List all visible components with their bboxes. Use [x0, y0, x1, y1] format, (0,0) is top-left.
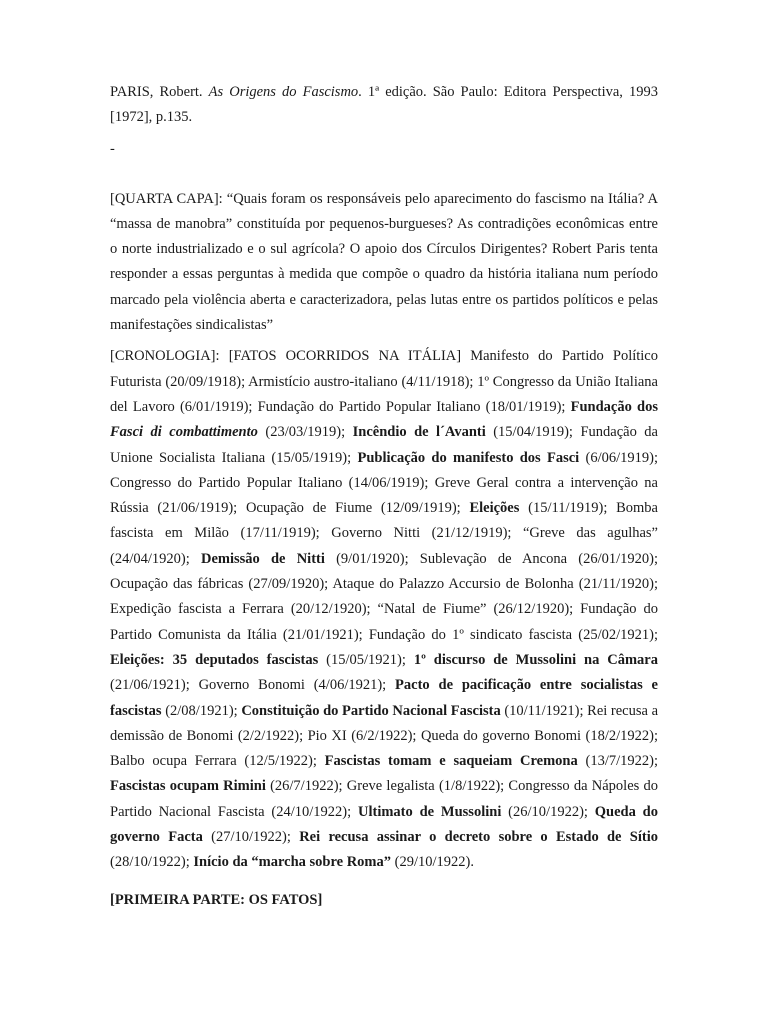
cronologia-highlight: Fascistas ocupam Rimini	[110, 778, 266, 795]
cronologia-highlight: Queda do governo Facta	[110, 803, 658, 846]
cronologia-highlight: Incêndio de l´Avanti	[352, 424, 486, 441]
cronologia-highlight: Publicação do manifesto dos Fasci	[357, 449, 580, 466]
cronologia-text: (15/04/1919); Fundação da Unione Socialista Italiana (15/05/1919);	[110, 424, 658, 466]
cronologia-highlight: Início da “marcha sobre Roma”	[193, 854, 392, 871]
cronologia-text: (23/03/1919);	[257, 424, 353, 441]
citation-title: As Origens do Fascismo	[208, 84, 359, 100]
citation-author: PARIS, Robert.	[110, 84, 209, 100]
cronologia-text: (9/01/1920); Sublevação de Ancona (26/01/1920); Ocupação das fábricas (27/09/1920); Ataque do Palazzo Accursio de Bolonha (21/11/1920); Expedição fascista a Ferrara (20/12/1920); “Natal de Fiume” (26/12/1920); Fundação do Partido Comunista da Itália (21/01/1921); Fundação do 1º sindicato fascista (25/02/1921);	[110, 550, 658, 643]
cronologia-highlight-italic: Fasci di combattimento	[110, 424, 258, 441]
section-separator: -	[110, 140, 115, 157]
cronologia-text: (13/7/1922);	[577, 753, 659, 770]
cronologia-text: (10/11/1921); Rei recusa a demissão de Bonomi (2/2/1922); Pio XI (6/2/1922); Queda do governo Bonomi (18/2/1922); Balbo ocupa Ferrara (12/5/1922);	[110, 702, 659, 770]
cronologia-text: [CRONOLOGIA]: [FATOS OCORRIDOS NA ITÁLIA] Manifesto do Partido Político Futurista (20/09/1918); Armistício austro-italiano (4/11/1918); 1º Congresso da União Italiana del Lavoro (6/01/1919); Fundação do Partido Popular Italiano (18/01/1919);	[110, 348, 658, 415]
cronologia-text: (6/06/1919); Congresso do Partido Popular Italiano (14/06/1919); Greve Geral contra a intervenção na Rússia (21/06/1919); Ocupação de Fiume (12/09/1919);	[110, 449, 659, 517]
cronologia-text: (28/10/1922);	[110, 854, 194, 871]
cronologia-text: (21/06/1921); Governo Bonomi (4/06/1921);	[110, 677, 396, 694]
document-page	[110, 80, 658, 913]
cronologia-paragraph	[110, 344, 658, 875]
cronologia-text: (26/7/1922); Greve legalista (1/8/1922); Congresso da Nápoles do Partido Nacional Fascista (24/10/1922);	[110, 778, 658, 820]
cronologia-text: (15/05/1921);	[318, 651, 414, 668]
cronologia-highlight: Ultimato de Mussolini	[358, 803, 502, 820]
cronologia-text: (15/11/1919); Bomba fascista em Milão (17/11/1919); Governo Nitti (21/12/1919); “Greve das agulhas” (24/04/1920);	[110, 500, 658, 567]
cronologia-highlight: Fundação dos	[570, 398, 658, 415]
citation	[110, 80, 658, 131]
cronologia-text: (2/08/1921);	[161, 702, 242, 719]
cronologia-highlight: Eleições	[469, 500, 520, 517]
cronologia-text: (26/10/1922);	[501, 803, 595, 820]
primeira-parte-heading: [PRIMEIRA PARTE: OS FATOS]	[110, 891, 323, 908]
cronologia-text: (29/10/1922).	[391, 854, 474, 871]
cronologia-highlight: Pacto de pacificação entre socialistas e fascistas	[110, 677, 658, 719]
quarta-capa-paragraph: [QUARTA CAPA]: “Quais foram os responsáveis pelo aparecimento do fascismo na Itália? A “massa de manobra” constituída por pequenos-burgueses? As contradições econômicas entre o norte industrializado e o sul agrícola? O apoio dos Círculos Dirigentes? Robert Paris tenta responder a essas perguntas à medida que compõe o quadro da história italiana num período marcado pela violência aberta e caracterizadora, pelas lutas entre os partidos políticos e pelas manifestações sindicalistas”	[110, 190, 658, 334]
cronologia-highlight: Fascistas tomam e saqueiam Cremona	[324, 753, 578, 770]
cronologia-highlight: 1º discurso de Mussolini na Câmara	[413, 651, 658, 668]
cronologia-highlight: Rei recusa assinar o decreto sobre o Estado de Sítio	[299, 829, 658, 846]
cronologia-highlight: Constituição do Partido Nacional Fascista	[241, 702, 501, 719]
cronologia-text: (27/10/1922);	[202, 829, 300, 846]
citation-details: . 1ª edição. São Paulo: Editora Perspectiva, 1993 [1972], p.135.	[110, 84, 658, 126]
cronologia-highlight: Demissão de Nitti	[200, 550, 325, 567]
cronologia-highlight: Eleições: 35 deputados fascistas	[110, 651, 319, 668]
